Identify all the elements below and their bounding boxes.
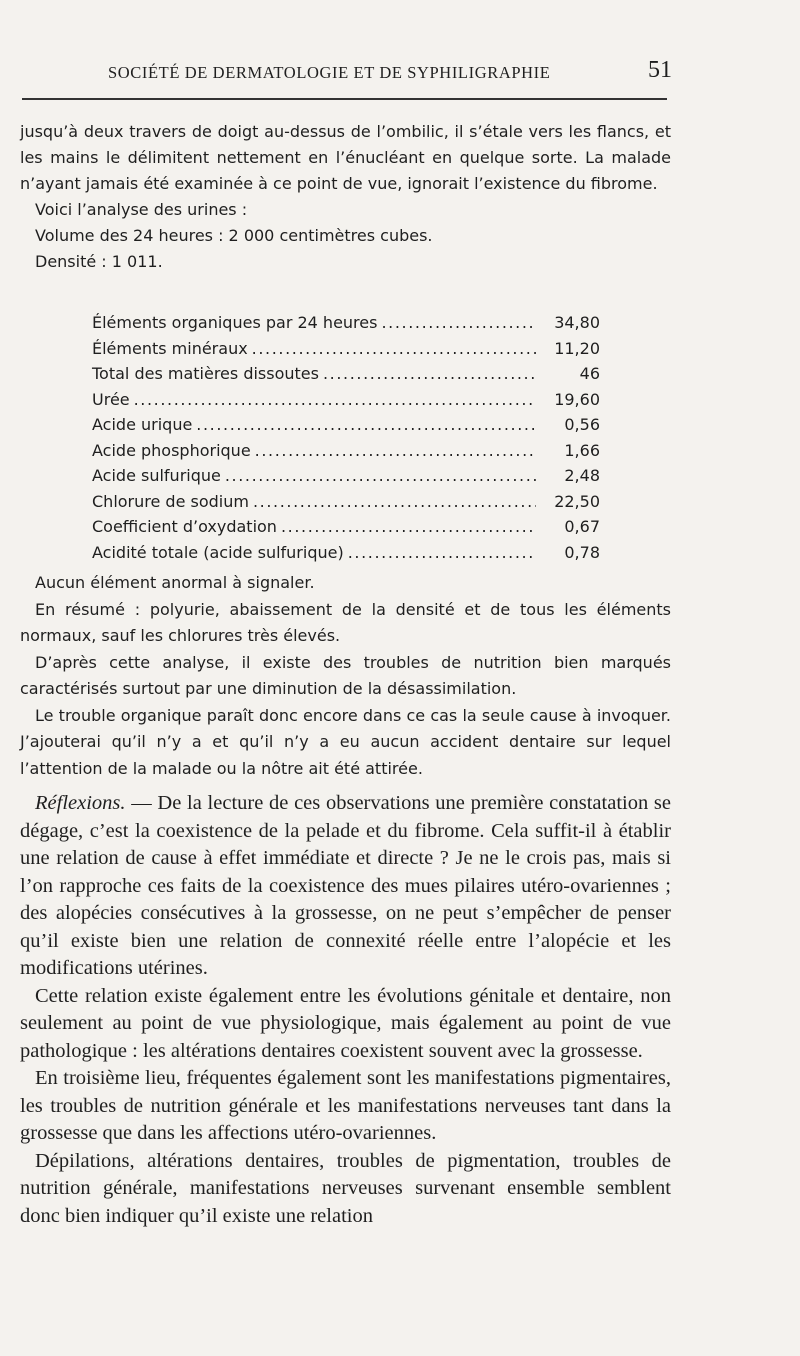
analysis-value: 46	[579, 364, 600, 383]
running-title: SOCIÉTÉ DE DERMATOLOGIE ET DE SYPHILIGRAPHIE	[108, 63, 551, 82]
analysis-value: 0,67	[564, 517, 600, 536]
reflexions-paragraph-3: En troisième lieu, fréquentes également sont les manifestations pigmentaires, les troubles de nutrition générale et les manifestations nerveuses tant dans la grossesse que dans les affections utéro-ovariennes.	[20, 1067, 671, 1144]
analysis-row	[92, 390, 600, 416]
reflexions-paragraph-2: Cette relation existe également entre les évolutions génitale et dentaire, non seulement au point de vue physiologique, mais également au point de vue pathologique : les altérations dentaires coexistent souvent avec la grossesse.	[20, 984, 671, 1062]
analysis-value: 11,20	[554, 338, 600, 358]
analysis-row	[92, 492, 600, 518]
dot-leader	[348, 543, 536, 562]
after-table-block	[20, 570, 671, 782]
analysis-label: Éléments organiques par 24 heures	[92, 313, 378, 332]
analysis-value: 2,48	[564, 466, 600, 485]
urine-analysis-intro: Voici l’analyse des urines :	[35, 200, 248, 219]
urine-analysis-table	[92, 313, 600, 568]
analysis-value: 1,66	[564, 440, 600, 460]
no-anomaly-line: Aucun élément anormal à signaler.	[35, 573, 315, 592]
page-number: 51	[648, 57, 672, 83]
dot-leader	[255, 441, 536, 460]
analysis-row	[92, 543, 600, 569]
density-line: Densité : 1 011.	[35, 252, 163, 271]
reflexions-section	[20, 790, 671, 1230]
analysis-row	[92, 415, 600, 441]
reflexions-paragraph-4: Dépilations, altérations dentaires, troubles de pigmentation, troubles de nutrition générale, manifestations nerveuses survenant ensemble semblent donc bien indiquer qu’il existe une relation	[20, 1149, 671, 1227]
analysis-value: 0,56	[564, 415, 600, 434]
analysis-row	[92, 339, 600, 365]
analysis-label: Acidité totale (acide sulfurique)	[92, 542, 344, 562]
analysis-label: Acide urique	[92, 415, 193, 434]
analysis-value: 34,80	[554, 313, 600, 332]
reflexions-heading: Réflexions.	[35, 792, 126, 814]
reflexions-paragraph-1	[20, 790, 671, 983]
analysis-label: Chlorure de sodium	[92, 491, 249, 511]
intro-block	[20, 119, 671, 275]
header-rule	[22, 98, 667, 100]
analysis-label: Acide sulfurique	[92, 466, 221, 485]
summary-paragraph: En résumé : polyurie, abaissement de la densité et de tous les éléments normaux, sauf les chlorures très élevés.	[20, 599, 671, 645]
dot-leader	[253, 492, 536, 511]
dot-leader	[252, 339, 536, 358]
dot-leader	[134, 390, 536, 409]
analysis-row	[92, 466, 600, 492]
analysis-label: Éléments minéraux	[92, 338, 248, 358]
volume-line: Volume des 24 heures : 2 000 centimètres cubes.	[35, 226, 433, 245]
dot-leader	[196, 415, 536, 434]
analysis-value: 22,50	[554, 491, 600, 511]
analysis-conclusion-paragraph: D’après cette analyse, il existe des troubles de nutrition bien marqués caractérisés surtout par une diminution de la désassimilation.	[20, 652, 671, 698]
analysis-label: Coefficient d’oxydation	[92, 517, 277, 536]
intro-paragraph: jusqu’à deux travers de doigt au-dessus de l’ombilic, il s’étale vers les flancs, et les mains le délimitent nettement en l’énucléant en quelque sorte. La malade n’ayant jamais été examinée à ce point de vue, ignorait l’existence du fibrome.	[20, 122, 671, 193]
analysis-label: Acide phosphorique	[92, 440, 251, 460]
organic-cause-paragraph: Le trouble organique paraît donc encore dans ce cas la seule cause à invoquer. J’ajouterai qu’il n’y a et qu’il n’y a eu aucun accident dentaire sur lequel l’attention de la malade ou la nôtre ait été attirée.	[20, 705, 671, 778]
analysis-label: Total des matières dissoutes	[92, 364, 319, 383]
analysis-value: 19,60	[554, 389, 600, 409]
analysis-value: 0,78	[564, 542, 600, 562]
dot-leader	[381, 313, 536, 332]
reflexions-paragraph-1-text: — De la lecture de ces observations une première constatation se dégage, c’est la coexistence de la pelade et du fibrome. Cela suffit-il à établir une relation de cause à effet immédiate et directe ? Je ne le crois pas, mais si l’on rapproche ces faits de la coexistence des mues pilaires utéro-ovariennes ; des alopécies consécutives à la grossesse, on ne peut s’empêcher de penser qu’il existe bien une relation de connexité réelle entre l’alopécie et les modifications utérines.	[20, 792, 671, 979]
dot-leader	[323, 364, 536, 383]
analysis-label: Urée	[92, 389, 130, 409]
analysis-row	[92, 313, 600, 339]
analysis-row	[92, 441, 600, 467]
dot-leader	[225, 466, 536, 485]
analysis-row	[92, 517, 600, 543]
analysis-row	[92, 364, 600, 390]
dot-leader	[281, 517, 536, 536]
